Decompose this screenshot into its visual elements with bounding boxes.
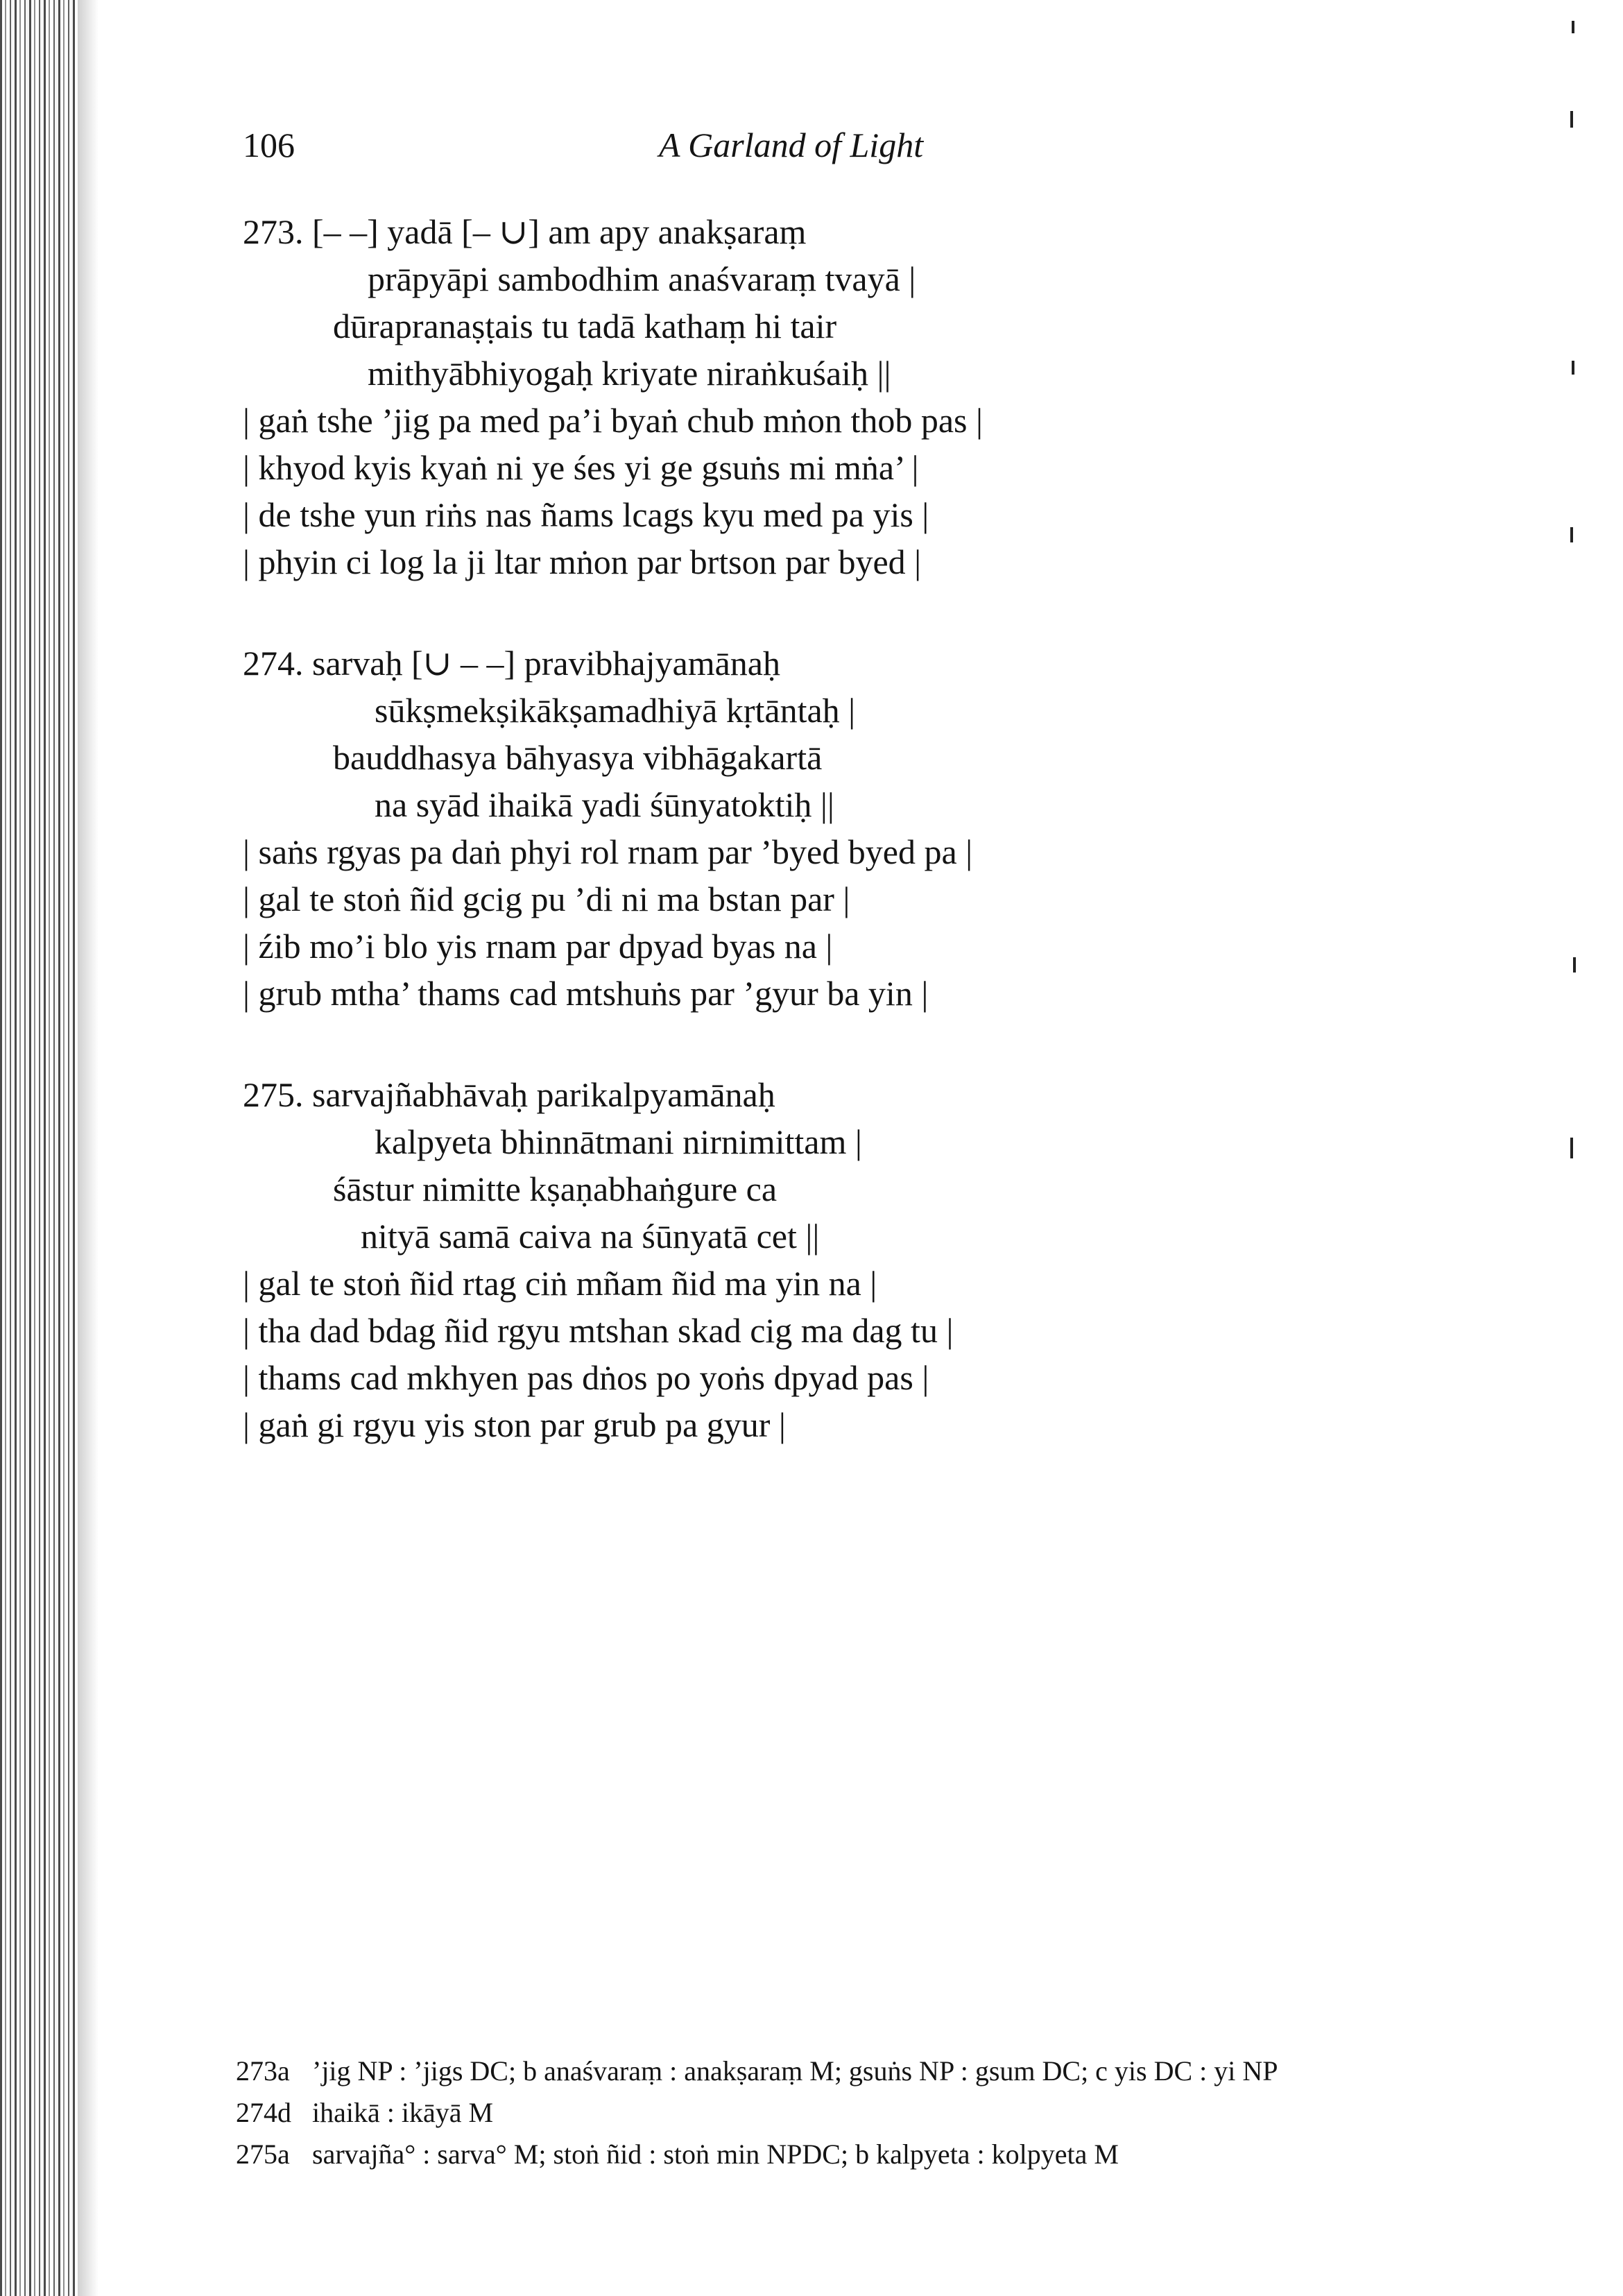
footnote-text: sarvajña° : sarva° M; stoṅ ñid : stoṅ min NPDC; b kalpyeta : kolpyeta M (312, 2139, 1119, 2170)
binding-shadow (78, 0, 98, 2296)
verse-number: 275. (243, 1075, 304, 1114)
footnote-text: ’jig NP : ’jigs DC; b anaśvaraṃ : anakṣaraṃ M; gsuṅs NP : gsum DC; c yis DC : yi NP (312, 2055, 1278, 2087)
verse-block (243, 208, 1457, 1502)
tibetan-line: | khyod kyis kyaṅ ni ye śes yi ge gsuṅs mi mṅa’ | (243, 448, 919, 487)
footnote (236, 2053, 1457, 2089)
sanskrit-line: dūrapranaṣṭais tu tadā kathaṃ hi tair (333, 307, 837, 345)
tibetan-line: | tha dad bdag ñid rgyu mtshan skad cig ma dag tu | (243, 1311, 954, 1350)
sanskrit-line: na syād ihaikā yadi śūnyatoktiḥ || (375, 785, 834, 824)
sanskrit-line: prāpyāpi sambodhim anaśvaraṃ tvayā | (368, 259, 916, 298)
footnote (236, 2136, 1457, 2173)
verse-273 (243, 208, 1457, 585)
verse-number: 273. (243, 212, 304, 251)
tibetan-line: | phyin ci log la ji ltar mṅon par brtson par byed | (243, 542, 922, 581)
running-title: A Garland of Light (659, 126, 924, 164)
tibetan-line: | gal te stoṅ ñid gcig pu ’di ni ma bstan par | (243, 880, 850, 918)
sanskrit-line: kalpyeta bhinnātmani nirnimittam | (375, 1122, 862, 1161)
tibetan-line: | gaṅ gi rgyu yis ston par grub pa gyur | (243, 1405, 786, 1444)
sanskrit-line: nityā samā caiva na śūnyatā cet || (361, 1217, 820, 1256)
footnote-key: 273a (236, 2055, 290, 2087)
tibetan-line: | saṅs rgyas pa daṅ phyi rol rnam par ’byed byed pa | (243, 832, 973, 871)
verse-275 (243, 1071, 1457, 1448)
sanskrit-line: sarvajñabhāvaḥ parikalpyamānaḥ (312, 1075, 775, 1114)
verse-number: 274. (243, 644, 304, 683)
tibetan-line: | thams cad mkhyen pas dṅos po yoṅs dpyad pas | (243, 1358, 929, 1397)
footnote-text: ihaikā : ikāyā M (312, 2097, 494, 2128)
verse-274 (243, 640, 1457, 1017)
sanskrit-line: sarvaḥ [∪ – –] pravibhajyamānaḥ (312, 644, 780, 683)
sanskrit-line: bauddhasya bāhyasya vibhāgakartā (333, 738, 823, 777)
tibetan-line: | gaṅ tshe ’jig pa med pa’i byaṅ chub mṅon thob pas | (243, 401, 984, 440)
verse-line (243, 640, 1457, 687)
footnote (236, 2095, 1457, 2131)
tibetan-line: | de tshe yun riṅs nas ñams lcags kyu med pa yis | (243, 495, 929, 534)
page-number: 106 (243, 126, 295, 164)
scan-artifacts (1540, 0, 1623, 2296)
verse-line (243, 1071, 1457, 1118)
sanskrit-line: [– –] yadā [– ∪] am apy anakṣaraṃ (312, 212, 807, 251)
tibetan-line: | źib mo’i blo yis rnam par dpyad byas na | (243, 927, 833, 966)
page-header (243, 125, 1283, 180)
tibetan-line: | grub mtha’ thams cad mtshuṅs par ’gyur ba yin | (243, 974, 929, 1013)
footnote-key: 274d (236, 2097, 291, 2128)
footnote-key: 275a (236, 2139, 290, 2170)
sanskrit-line: sūkṣmekṣikākṣamadhiyā kṛtāntaḥ | (375, 691, 856, 730)
sanskrit-line: śāstur nimitte kṣaṇabhaṅgure ca (333, 1170, 778, 1208)
critical-apparatus (236, 2053, 1457, 2178)
book-binding-edge (0, 0, 78, 2296)
sanskrit-line: mithyābhiyogaḥ kriyate niraṅkuśaiḥ || (368, 354, 891, 393)
tibetan-line: | gal te stoṅ ñid rtag ciṅ mñam ñid ma yin na | (243, 1264, 877, 1303)
verse-line (243, 208, 1457, 255)
